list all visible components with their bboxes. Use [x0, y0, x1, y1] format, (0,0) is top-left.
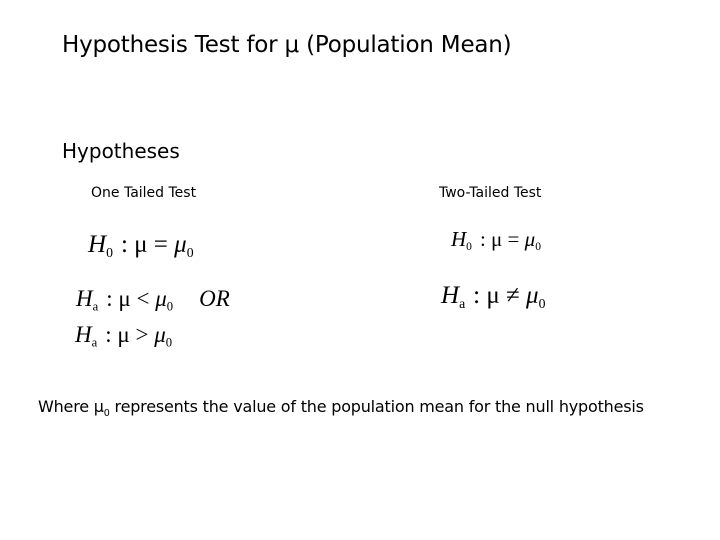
h-subscript: a	[92, 299, 99, 314]
mu-subscript: 0	[186, 244, 194, 260]
mu-subscript: 0	[538, 295, 546, 311]
h-subscript: a	[91, 335, 98, 350]
mu-subscript: 0	[535, 241, 541, 254]
footnote-prefix: Where μ	[38, 397, 104, 416]
h-symbol: H	[88, 231, 107, 258]
operator: : μ <	[106, 286, 150, 311]
h-subscript: 0	[466, 241, 472, 254]
one-tailed-alt-greater	[75, 323, 172, 349]
mu-subscript: 0	[166, 299, 174, 314]
mu-symbol: μ	[524, 227, 536, 251]
h-symbol: H	[76, 286, 93, 311]
footnote-subscript: 0	[103, 408, 110, 420]
h-symbol: H	[441, 282, 460, 309]
mu-symbol: μ	[174, 231, 187, 258]
h-subscript: 0	[106, 244, 113, 260]
h-symbol: H	[451, 227, 467, 251]
two-tailed-alt-not-equal	[441, 283, 545, 311]
slide-title: Hypothesis Test for μ (Population Mean)	[62, 32, 512, 58]
mu-symbol: μ	[155, 286, 167, 311]
mu-symbol: μ	[526, 282, 539, 309]
footnote-suffix: represents the value of the population mean for the null hypothesis	[109, 397, 644, 416]
operator: : μ =	[120, 231, 168, 258]
h-symbol: H	[75, 322, 92, 347]
one-tailed-alt-less	[76, 287, 230, 313]
operator: : μ ≠	[473, 282, 520, 309]
one-tailed-label: One Tailed Test	[91, 185, 197, 201]
footnote	[38, 397, 644, 419]
mu-symbol: μ	[154, 322, 166, 347]
h-subscript: a	[459, 295, 466, 311]
two-tailed-null-hypothesis	[451, 229, 541, 254]
two-tailed-label: Two-Tailed Test	[439, 185, 542, 201]
one-tailed-null-hypothesis	[88, 232, 194, 260]
operator: : μ >	[105, 322, 149, 347]
operator: : μ =	[479, 227, 520, 251]
or-connector: OR	[199, 286, 230, 311]
mu-subscript: 0	[165, 335, 173, 350]
section-heading: Hypotheses	[62, 139, 180, 163]
